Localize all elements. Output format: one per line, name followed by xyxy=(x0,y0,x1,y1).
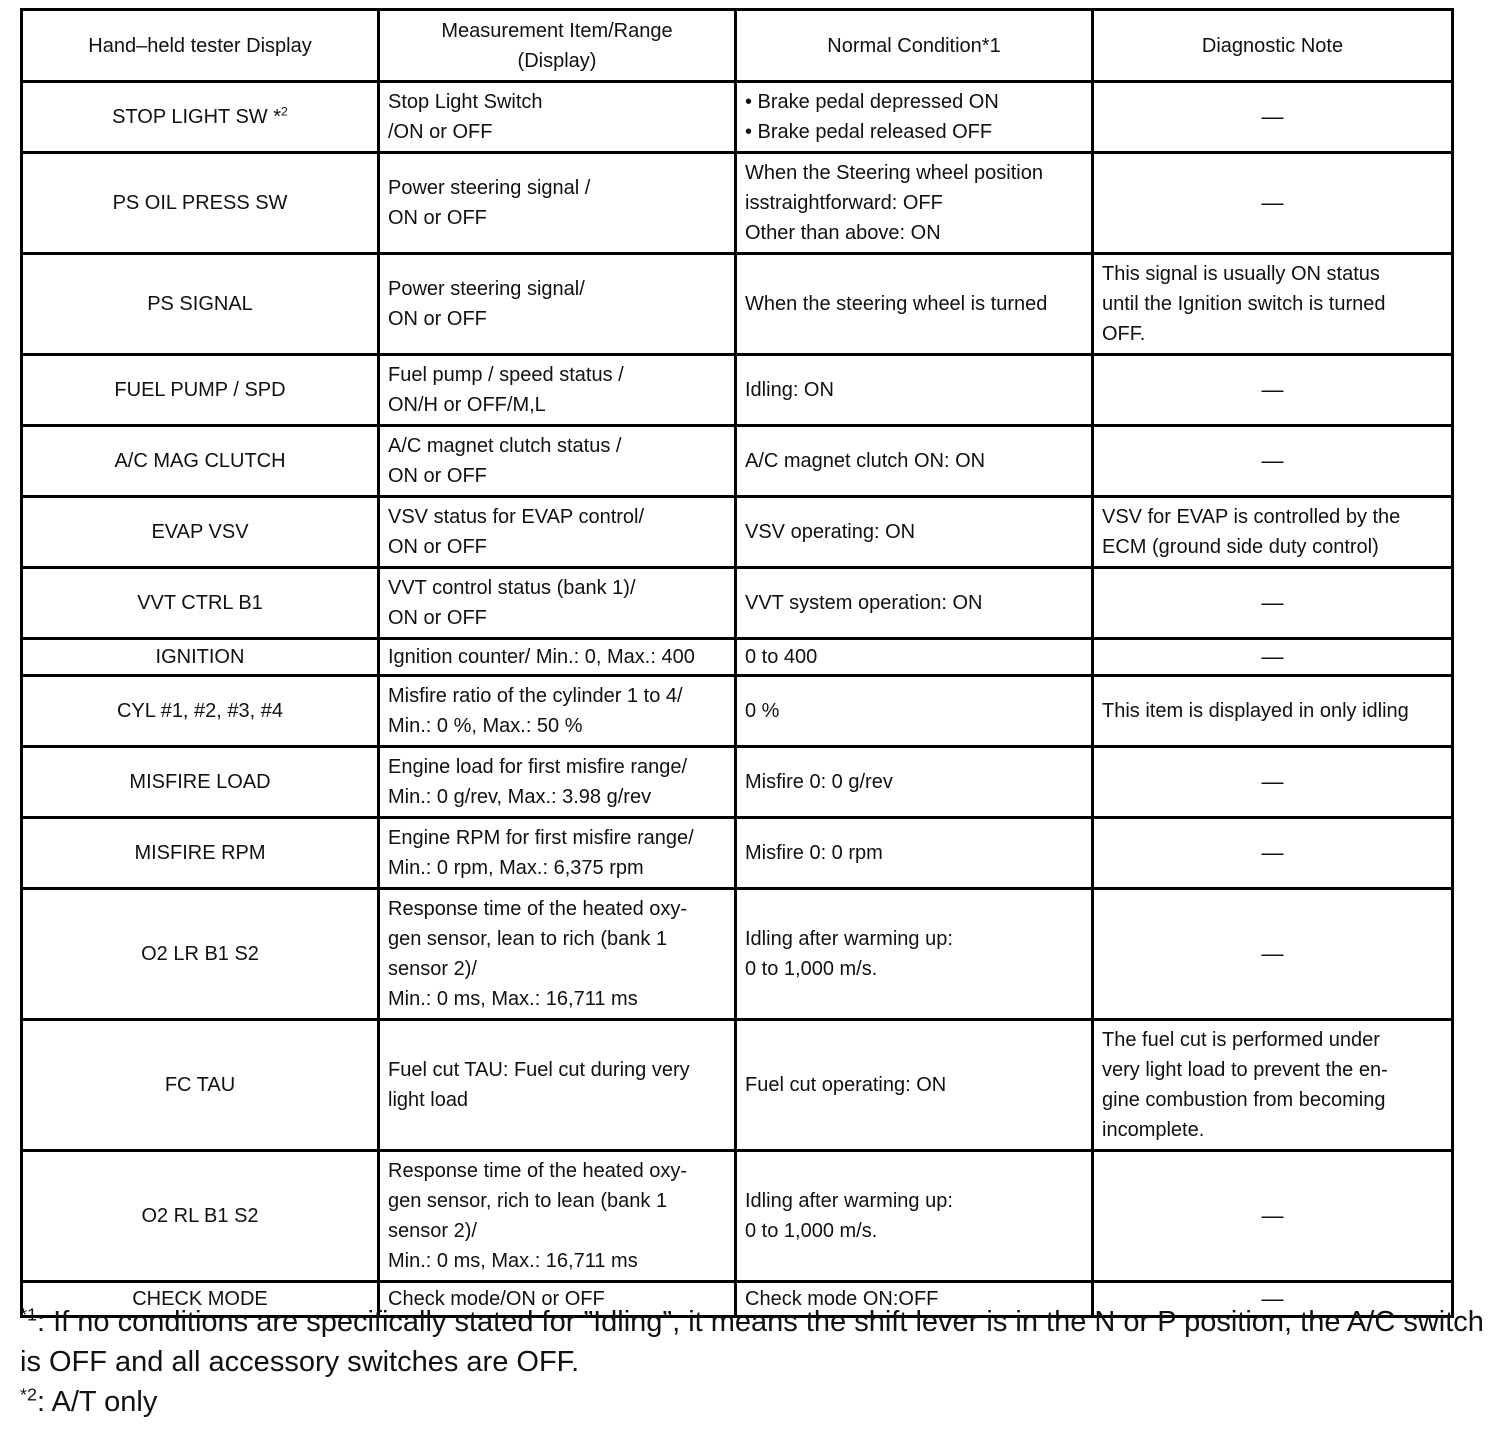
note-cell: — xyxy=(1093,82,1453,153)
item-cell: VSV status for EVAP control/ ON or OFF xyxy=(379,497,736,568)
footnote-1-asterisk: * xyxy=(20,1304,27,1325)
condition-cell: Misfire 0: 0 rpm xyxy=(736,818,1093,889)
table-row xyxy=(22,254,1453,355)
condition-cell: When the Steering wheel position isstraightforward: OFF Other than above: ON xyxy=(736,153,1093,254)
display-cell: O2 LR B1 S2 xyxy=(22,889,379,1020)
condition-cell: Misfire 0: 0 g/rev xyxy=(736,747,1093,818)
footnote-1 xyxy=(20,1302,1490,1382)
display-cell: A/C MAG CLUTCH xyxy=(22,426,379,497)
note-cell: — xyxy=(1093,639,1453,676)
note-cell: — xyxy=(1093,889,1453,1020)
display-cell xyxy=(22,82,379,153)
table-row xyxy=(22,747,1453,818)
item-cell: Power steering signal/ ON or OFF xyxy=(379,254,736,355)
display-cell: CYL #1, #2, #3, #4 xyxy=(22,676,379,747)
note-cell: The fuel cut is performed under very light load to prevent the en- gine combustion from becoming incomplete. xyxy=(1093,1020,1453,1151)
condition-cell: Idling after warming up: 0 to 1,000 m/s. xyxy=(736,889,1093,1020)
note-cell: — xyxy=(1093,355,1453,426)
display-cell: CHECK MODE xyxy=(22,1282,379,1317)
footnote-2-marker xyxy=(20,1384,37,1404)
condition-cell: • Brake pedal depressed ON • Brake pedal released OFF xyxy=(736,82,1093,153)
item-cell: Response time of the heated oxy- gen sensor, rich to lean (bank 1 sensor 2)/ Min.: 0 ms, Max.: 16,711 ms xyxy=(379,1151,736,1282)
table-row xyxy=(22,497,1453,568)
table-row xyxy=(22,426,1453,497)
note-cell: — xyxy=(1093,818,1453,889)
item-cell: Engine load for first misfire range/ Min.: 0 g/rev, Max.: 3.98 g/rev xyxy=(379,747,736,818)
header-measurement-item-range: Measurement Item/Range (Display) xyxy=(379,10,736,82)
note-cell: This signal is usually ON status until the Ignition switch is turned OFF. xyxy=(1093,254,1453,355)
display-cell: PS SIGNAL xyxy=(22,254,379,355)
item-cell: Ignition counter/ Min.: 0, Max.: 400 xyxy=(379,639,736,676)
footnote-1-number: 1 xyxy=(27,1304,37,1325)
condition-cell: Fuel cut operating: ON xyxy=(736,1020,1093,1151)
display-cell: PS OIL PRESS SW xyxy=(22,153,379,254)
footnote-1-marker xyxy=(20,1304,37,1324)
table-row xyxy=(22,568,1453,639)
footnotes xyxy=(20,1302,1490,1422)
condition-cell: Idling: ON xyxy=(736,355,1093,426)
item-cell: Engine RPM for first misfire range/ Min.: 0 rpm, Max.: 6,375 rpm xyxy=(379,818,736,889)
display-cell: EVAP VSV xyxy=(22,497,379,568)
table-row xyxy=(22,818,1453,889)
footnote-2 xyxy=(20,1382,1490,1422)
condition-cell: VSV operating: ON xyxy=(736,497,1093,568)
footnote-ref: 2 xyxy=(281,104,288,119)
note-cell: — xyxy=(1093,426,1453,497)
display-cell: FC TAU xyxy=(22,1020,379,1151)
display-cell: FUEL PUMP / SPD xyxy=(22,355,379,426)
display-cell: MISFIRE RPM xyxy=(22,818,379,889)
condition-cell: VVT system operation: ON xyxy=(736,568,1093,639)
footnote-2-asterisk: * xyxy=(20,1384,27,1405)
footnote-2-text: : A/T only xyxy=(37,1386,158,1418)
item-cell: Check mode/ON or OFF xyxy=(379,1282,736,1317)
display-cell: VVT CTRL B1 xyxy=(22,568,379,639)
condition-cell: 0 % xyxy=(736,676,1093,747)
table-header xyxy=(22,10,1453,82)
table-row xyxy=(22,355,1453,426)
data-list-table xyxy=(20,8,1454,1318)
note-cell: — xyxy=(1093,747,1453,818)
table-row xyxy=(22,82,1453,153)
display-text: STOP LIGHT SW * xyxy=(112,106,282,128)
display-cell: O2 RL B1 S2 xyxy=(22,1151,379,1282)
item-cell: VVT control status (bank 1)/ ON or OFF xyxy=(379,568,736,639)
footnote-2-number: 2 xyxy=(27,1384,37,1405)
condition-cell: Check mode ON:OFF xyxy=(736,1282,1093,1317)
note-cell: — xyxy=(1093,568,1453,639)
item-cell: Stop Light Switch /ON or OFF xyxy=(379,82,736,153)
table-row xyxy=(22,676,1453,747)
footnote-1-text: : If no conditions are specifically stated for ”Idling”, it means the shift lever is in the N or P position, the A/C switch is OFF and all accessory switches are OFF. xyxy=(20,1306,1484,1378)
condition-cell: 0 to 400 xyxy=(736,639,1093,676)
note-cell: VSV for EVAP is controlled by the ECM (ground side duty control) xyxy=(1093,497,1453,568)
table-row xyxy=(22,889,1453,1020)
note-cell: This item is displayed in only idling xyxy=(1093,676,1453,747)
header-row xyxy=(22,10,1453,82)
table-row xyxy=(22,639,1453,676)
header-normal-condition: Normal Condition*1 xyxy=(736,10,1093,82)
table-row xyxy=(22,1151,1453,1282)
item-cell: Fuel pump / speed status / ON/H or OFF/M,L xyxy=(379,355,736,426)
note-cell: — xyxy=(1093,1282,1453,1317)
table-row xyxy=(22,1020,1453,1151)
item-cell: Misfire ratio of the cylinder 1 to 4/ Min.: 0 %, Max.: 50 % xyxy=(379,676,736,747)
condition-cell: When the steering wheel is turned xyxy=(736,254,1093,355)
header-hand-held-tester-display: Hand–held tester Display xyxy=(22,10,379,82)
note-cell: — xyxy=(1093,153,1453,254)
item-cell: Power steering signal / ON or OFF xyxy=(379,153,736,254)
condition-cell: A/C magnet clutch ON: ON xyxy=(736,426,1093,497)
condition-cell: Idling after warming up: 0 to 1,000 m/s. xyxy=(736,1151,1093,1282)
item-cell: Response time of the heated oxy- gen sensor, lean to rich (bank 1 sensor 2)/ Min.: 0 ms, Max.: 16,711 ms xyxy=(379,889,736,1020)
table-row xyxy=(22,153,1453,254)
display-cell: IGNITION xyxy=(22,639,379,676)
item-cell: A/C magnet clutch status / ON or OFF xyxy=(379,426,736,497)
header-diagnostic-note: Diagnostic Note xyxy=(1093,10,1453,82)
note-cell: — xyxy=(1093,1151,1453,1282)
display-cell: MISFIRE LOAD xyxy=(22,747,379,818)
item-cell: Fuel cut TAU: Fuel cut during very light load xyxy=(379,1020,736,1151)
